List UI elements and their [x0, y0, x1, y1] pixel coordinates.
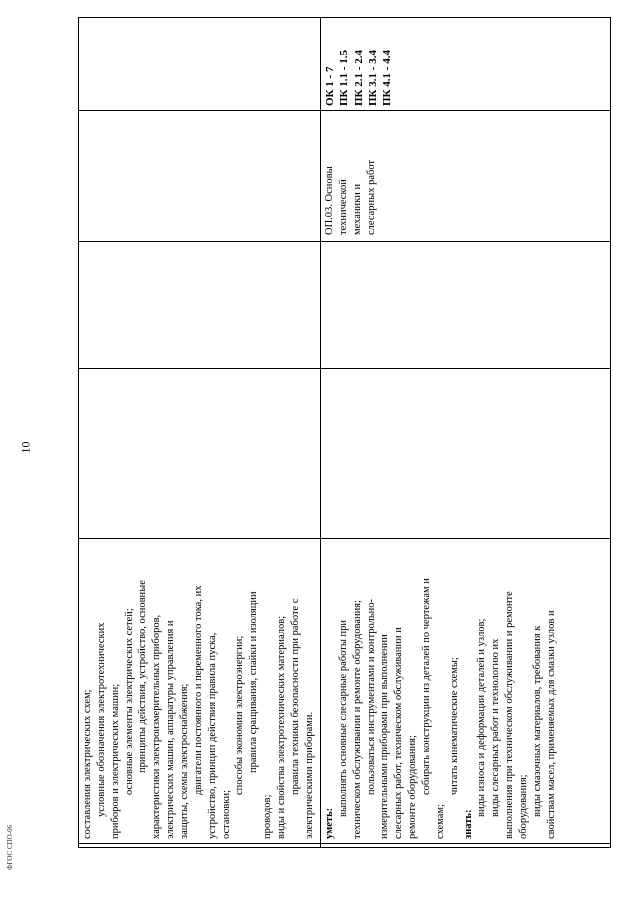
competency-code: ПК 1.1 - 1.5: [338, 50, 351, 106]
description-line: устройство, принцип действия правила пуска,: [206, 632, 218, 839]
table-row-bottom: [321, 18, 611, 848]
description-line: слесарных работ, техническом обслуживании и: [393, 627, 405, 839]
page-number: 10: [18, 441, 33, 454]
description-line: правила сращивания, спайки и изоляции: [248, 591, 260, 773]
description-line: измерительными приборами при выполнении: [379, 634, 391, 839]
description-line: приборов и электрических машин;: [109, 683, 121, 839]
discipline-cell: ОП.03. Основы технической механики и слесарных работ: [321, 111, 611, 242]
row-index-cell: [79, 844, 321, 848]
section-heading: уметь:: [324, 807, 335, 839]
document-sheet: [78, 18, 610, 848]
section-heading: знать:: [462, 809, 474, 839]
competency-code: ПК 3.1 - 3.4: [366, 50, 379, 106]
description-line: правила техники безопасности при работе с: [289, 598, 301, 795]
competency-code: ПК 2.1 - 2.4: [352, 50, 365, 106]
description-cell-top: [79, 539, 321, 844]
description-line: защиты, схемы электроснабжения;: [179, 683, 191, 839]
total-hours-cell-top: [79, 369, 321, 539]
competency-code: ПК 4.1 - 4.4: [381, 50, 394, 106]
hours-cell-bottom: [321, 242, 611, 369]
discipline-cell-top: [79, 111, 321, 242]
description-line: виды и свойства электротехнических материалов;: [276, 615, 288, 839]
description-line: свойствам масел, применяемых для смазки узлов и: [545, 610, 557, 839]
table-row-top: [79, 18, 321, 848]
description-line: читать кинематические схемы;: [448, 657, 460, 795]
description-line: пользоваться инструментами и контрольно-: [365, 599, 377, 795]
description-line: электрических машин, аппаратуры управления и: [165, 620, 177, 839]
description-line: собирать конструкции из деталей по чертежам и: [421, 578, 433, 795]
description-line: выполнять основные слесарные работы при: [337, 620, 349, 817]
description-line: принципы действия, устройство, основные: [137, 580, 149, 773]
description-line: способы экономии электроэнергии;: [234, 635, 246, 795]
description-line: основные элементы электрических сетей;: [123, 608, 135, 795]
description-line: техническом обслуживании и ремонте оборудования;: [351, 600, 363, 839]
description-line: проводов;: [262, 794, 274, 839]
description-line: виды смазочных материалов, требования к: [531, 625, 543, 817]
description-cell-bottom: [321, 539, 611, 844]
description-line: составления электрических схем;: [82, 689, 93, 839]
description-line: характеристики электроизмерительных приборов,: [151, 614, 163, 839]
rotated-page-content: [78, 18, 610, 848]
competencies-cell-top: [79, 18, 321, 111]
description-line: ремонте оборудования;: [407, 735, 419, 839]
competency-code: ОК 1 - 7: [324, 66, 336, 106]
hours-cell-top: [79, 242, 321, 369]
description-line: виды износа и деформации деталей и узлов;: [476, 618, 488, 817]
description-line: остановки;: [220, 789, 232, 839]
total-hours-cell-bottom: [321, 369, 611, 539]
description-line: схемам;: [434, 804, 446, 839]
description-line: двигатели постоянного и переменного тока, их: [192, 585, 204, 795]
curriculum-table: [78, 17, 611, 848]
footer-code: ФГОС СПО-06: [6, 824, 14, 870]
description-line: виды слесарных работ и технологию их: [490, 638, 502, 817]
description-line: выполнения при техническом обслуживании и ремонте: [504, 591, 516, 839]
row-index-cell: [321, 844, 611, 848]
description-line: электрическими приборами.: [303, 711, 315, 839]
competencies-cell: [321, 18, 611, 111]
description-line: условные обозначения электротехнических: [95, 622, 107, 817]
description-line: оборудования;: [518, 774, 530, 839]
